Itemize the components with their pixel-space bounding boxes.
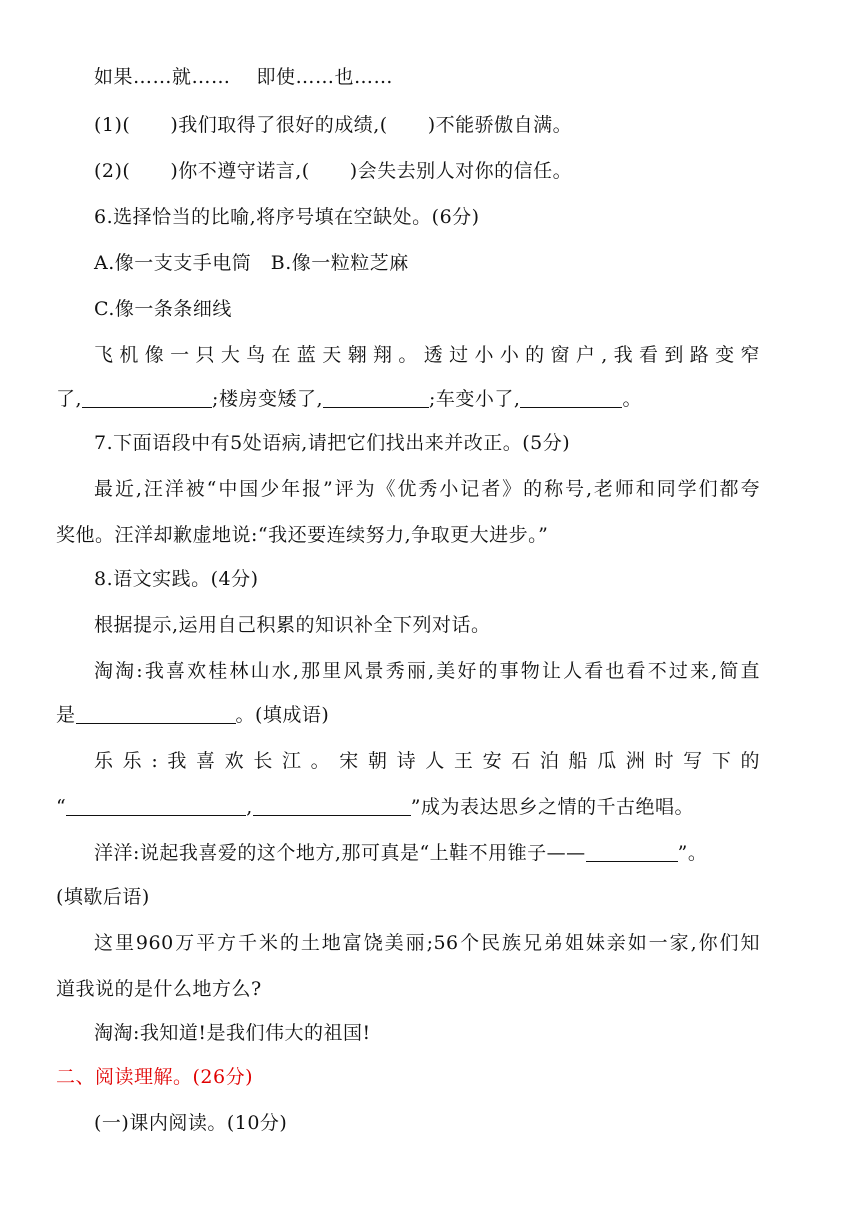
q2-part-a: (2)( [94, 160, 131, 182]
answer-blank[interactable] [82, 389, 212, 408]
answer-blank[interactable] [586, 843, 678, 862]
dialogue-taotao-line-1: 淘淘:我喜欢桂林山水,那里风景秀丽,美好的事物让人看也看不过来,简直 [94, 660, 760, 682]
question-5-item-2 [94, 158, 572, 184]
section-2-heading: 二、阅读理解。(26分) [56, 1066, 254, 1088]
dialogue-taotao-line-2 [56, 702, 329, 728]
text-segment: 是 [56, 704, 76, 726]
question-6-paragraph-line-1: 飞机像一只大鸟在蓝天翱翔。透过小小的窗户,我看到路变窄 [94, 344, 760, 366]
question-5-item-1 [94, 112, 572, 138]
q1-part-c: )不能骄傲自满。 [427, 114, 573, 136]
text-segment: 。(填成语) [235, 704, 330, 726]
text-segment: “ [56, 796, 67, 818]
q1-part-a: (1)( [94, 114, 131, 136]
question-6-option-c: C.像一条条细线 [94, 298, 232, 320]
question-6-options-ab: A.像一支支手电筒 B.像一粒粒芝麻 [94, 252, 409, 274]
dialogue-lele-line-1: 乐乐:我喜欢长江。宋朝诗人王安石泊船瓜洲时写下的 [94, 750, 760, 772]
text-segment: 。 [622, 388, 642, 410]
question-7-title: 7.下面语段中有5处语病,请把它们找出来并改正。(5分) [94, 432, 571, 454]
text-segment: ”成为表达思乡之情的千古绝唱。 [410, 796, 694, 818]
conjunction-pairs: 如果……就…… 即使……也…… [94, 66, 394, 88]
answer-blank[interactable] [253, 797, 411, 816]
dialogue-yangyang-line-1 [94, 840, 707, 866]
question-6-title: 6.选择恰当的比喻,将序号填在空缺处。(6分) [94, 206, 480, 228]
dialogue-paragraph-line-1: 这里960万平方千米的土地富饶美丽;56个民族兄弟姐妹亲如一家,你们知 [94, 932, 760, 954]
q2-part-b: )你不遵守诺言,( [170, 160, 310, 182]
dialogue-lele-line-2 [56, 794, 694, 820]
dialogue-yangyang-line-2: (填歇后语) [56, 886, 150, 908]
question-8-intro: 根据提示,运用自己积累的知识补全下列对话。 [94, 614, 491, 636]
question-7-paragraph-line-2: 奖他。汪洋却歉虚地说:“我还要连续努力,争取更大进步。” [56, 524, 549, 546]
dialogue-paragraph-line-2: 道我说的是什么地方么? [56, 978, 262, 1000]
q2-part-c: )会失去别人对你的信任。 [349, 160, 573, 182]
answer-blank[interactable] [323, 389, 429, 408]
text-segment: 洋洋:说起我喜爱的这个地方,那可真是“上鞋不用锥子—— [94, 842, 586, 864]
section-2-subheading: (一)课内阅读。(10分) [94, 1112, 288, 1134]
question-6-paragraph-line-2 [56, 386, 642, 412]
text-segment: ”。 [677, 842, 708, 864]
answer-blank[interactable] [520, 389, 622, 408]
question-7-paragraph-line-1: 最近,汪洋被“中国少年报”评为《优秀小记者》的称号,老师和同学们都夸 [94, 478, 760, 500]
dialogue-taotao-answer: 淘淘:我知道!是我们伟大的祖国! [94, 1022, 371, 1044]
answer-blank[interactable] [76, 705, 236, 724]
q1-part-b: )我们取得了很好的成绩,( [170, 114, 388, 136]
answer-blank[interactable] [66, 797, 246, 816]
text-segment: 了, [56, 388, 83, 410]
question-8-title: 8.语文实践。(4分) [94, 568, 259, 590]
text-segment: , [246, 796, 253, 818]
text-segment: ;车变小了, [429, 388, 521, 410]
text-segment: ;楼房变矮了, [212, 388, 323, 410]
